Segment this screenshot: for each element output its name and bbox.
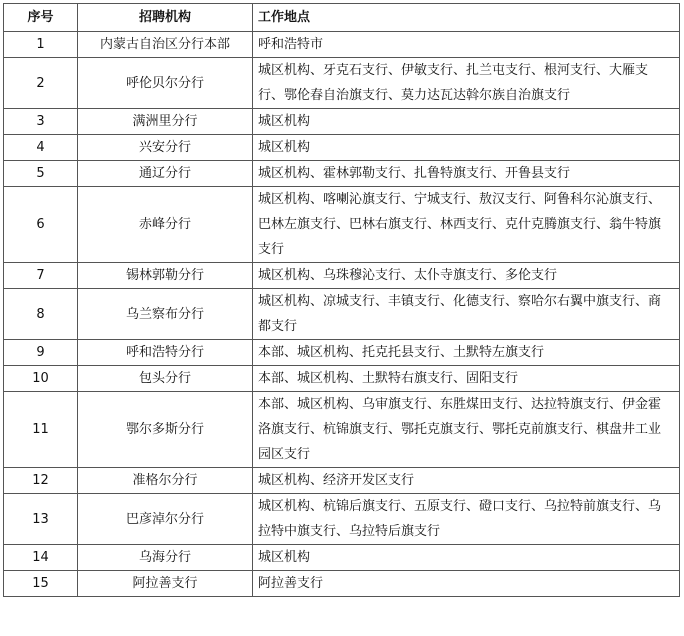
- serial-number-cell: 10: [4, 366, 78, 392]
- header-serial-number: 序号: [4, 4, 78, 32]
- table-row: [4, 109, 680, 135]
- organization-cell: 乌海分行: [78, 545, 253, 571]
- serial-number-cell: 5: [4, 161, 78, 187]
- organization-cell: 通辽分行: [78, 161, 253, 187]
- organization-cell: 锡林郭勒分行: [78, 263, 253, 289]
- table-row: [4, 58, 680, 109]
- serial-number-cell: 4: [4, 135, 78, 161]
- location-cell: 阿拉善支行: [253, 571, 680, 597]
- location-cell: 城区机构、喀喇沁旗支行、宁城支行、敖汉支行、阿鲁科尔沁旗支行、巴林左旗支行、巴林右旗支行、林西支行、克什克腾旗支行、翁牛特旗支行: [253, 187, 680, 263]
- organization-cell: 呼和浩特分行: [78, 340, 253, 366]
- serial-number-cell: 15: [4, 571, 78, 597]
- organization-cell: 包头分行: [78, 366, 253, 392]
- table-row: [4, 571, 680, 597]
- location-cell: 本部、城区机构、土默特右旗支行、固阳支行: [253, 366, 680, 392]
- table-row: [4, 494, 680, 545]
- table-row: [4, 392, 680, 468]
- serial-number-cell: 3: [4, 109, 78, 135]
- header-recruiting-organization: 招聘机构: [78, 4, 253, 32]
- location-cell: 城区机构、牙克石支行、伊敏支行、扎兰屯支行、根河支行、大雁支行、鄂伦春自治旗支行、莫力达瓦达斡尔族自治旗支行: [253, 58, 680, 109]
- location-cell: 呼和浩特市: [253, 32, 680, 58]
- organization-cell: 鄂尔多斯分行: [78, 392, 253, 468]
- serial-number-cell: 11: [4, 392, 78, 468]
- serial-number-cell: 2: [4, 58, 78, 109]
- header-work-location: 工作地点: [253, 4, 680, 32]
- table-row: [4, 468, 680, 494]
- location-cell: 城区机构、经济开发区支行: [253, 468, 680, 494]
- location-cell: 城区机构、杭锦后旗支行、五原支行、磴口支行、乌拉特前旗支行、乌拉特中旗支行、乌拉特后旗支行: [253, 494, 680, 545]
- recruitment-table: [3, 3, 680, 597]
- location-cell: 本部、城区机构、乌审旗支行、东胜煤田支行、达拉特旗支行、伊金霍洛旗支行、杭锦旗支行、鄂托克旗支行、鄂托克前旗支行、棋盘井工业园区支行: [253, 392, 680, 468]
- serial-number-cell: 9: [4, 340, 78, 366]
- location-cell: 城区机构: [253, 135, 680, 161]
- header-row: [4, 4, 680, 32]
- organization-cell: 巴彦淖尔分行: [78, 494, 253, 545]
- location-cell: 城区机构、霍林郭勒支行、扎鲁特旗支行、开鲁县支行: [253, 161, 680, 187]
- table-row: [4, 187, 680, 263]
- serial-number-cell: 6: [4, 187, 78, 263]
- serial-number-cell: 14: [4, 545, 78, 571]
- organization-cell: 兴安分行: [78, 135, 253, 161]
- location-cell: 城区机构、乌珠穆沁支行、太仆寺旗支行、多伦支行: [253, 263, 680, 289]
- table-row: [4, 135, 680, 161]
- serial-number-cell: 13: [4, 494, 78, 545]
- serial-number-cell: 1: [4, 32, 78, 58]
- location-cell: 本部、城区机构、托克托县支行、土默特左旗支行: [253, 340, 680, 366]
- table-row: [4, 545, 680, 571]
- serial-number-cell: 12: [4, 468, 78, 494]
- location-cell: 城区机构: [253, 109, 680, 135]
- table-row: [4, 289, 680, 340]
- table-row: [4, 161, 680, 187]
- location-cell: 城区机构: [253, 545, 680, 571]
- organization-cell: 阿拉善支行: [78, 571, 253, 597]
- table-row: [4, 263, 680, 289]
- table-row: [4, 340, 680, 366]
- organization-cell: 满洲里分行: [78, 109, 253, 135]
- table-row: [4, 366, 680, 392]
- organization-cell: 内蒙古自治区分行本部: [78, 32, 253, 58]
- organization-cell: 准格尔分行: [78, 468, 253, 494]
- serial-number-cell: 7: [4, 263, 78, 289]
- location-cell: 城区机构、凉城支行、丰镇支行、化德支行、察哈尔右翼中旗支行、商都支行: [253, 289, 680, 340]
- organization-cell: 赤峰分行: [78, 187, 253, 263]
- serial-number-cell: 8: [4, 289, 78, 340]
- organization-cell: 乌兰察布分行: [78, 289, 253, 340]
- table-row: [4, 32, 680, 58]
- organization-cell: 呼伦贝尔分行: [78, 58, 253, 109]
